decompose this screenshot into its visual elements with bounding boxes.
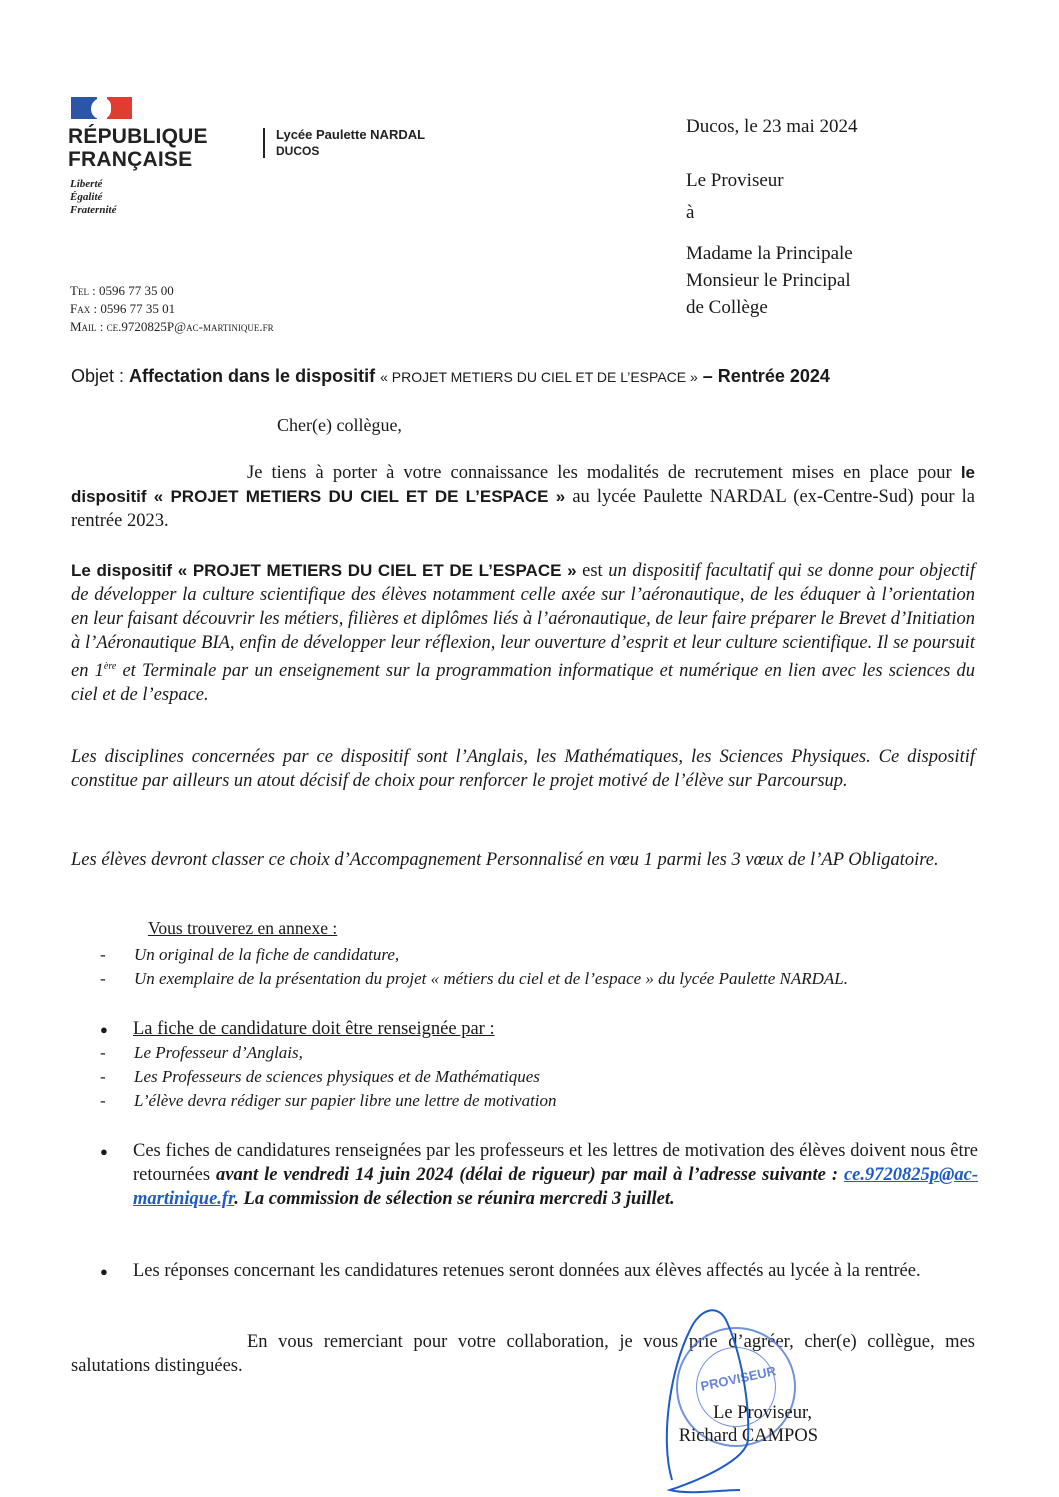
letter-subject: Objet : Affectation dans le dispositif « PROJET METIERS DU CIEL ET DE L’ESPACE » – Rentrée 2024 [71, 366, 830, 386]
letter-date: Ducos, le 23 mai 2024 [686, 116, 858, 137]
contact-tel: Tel : 0596 77 35 00 [70, 283, 174, 298]
paragraph-description: Le dispositif « PROJET METIERS DU CIEL ET DE L’ESPACE » est un dispositif facultatif qui se donne pour objectif de développer la culture scientifique des élèves notamment celle axée sur l’aéronautique, de les éduquer à l’orientation en leur faisant découvrir les métiers, filières et diplômes liés à l’aéronautique, de leur faire préparer le Brevet d’Initiation à l’Aéronautique BIA, enfin de développer leur réflexion, leur ouverture d’esprit et leur culture scientifique. Il se poursuit en 1ère et Terminale par un enseignement sur la programmation informatique et numérique en lien avec les sciences du ciel et de l’espace. [71, 561, 975, 706]
bullet-icon: ● [100, 1264, 108, 1279]
bullet-icon: ● [100, 1144, 108, 1159]
recipient-line: Monsieur le Principal [686, 270, 851, 291]
paragraph-disciplines: Les disciplines concernées par ce dispositif sont l’Anglais, les Mathématiques, les Sciences Physiques. Ce dispositif constitue par ailleurs un atout décisif de choix pour renforcer le projet motivé de l’élève sur Parcoursup. [71, 747, 975, 791]
signatory-name: Richard CAMPOS [678, 1426, 818, 1446]
recipient-line: Madame la Principale [686, 243, 853, 264]
letter-a: à [686, 202, 695, 223]
letter-sender: Le Proviseur [686, 170, 784, 191]
republique-francaise-wordmark: RÉPUBLIQUE FRANÇAISE [68, 125, 208, 171]
reponses-bullet: ● Les réponses concernant les candidatures retenues seront données aux élèves affectés au lycée à la rentrée. [100, 1259, 978, 1284]
addressing-block [686, 116, 858, 321]
marianne-flag-logo [71, 97, 132, 119]
list-item: - Un original de la fiche de candidature, [100, 945, 400, 964]
contact-mail: Mail : ce.9720825P@ac-martinique.fr [70, 319, 274, 334]
email-link[interactable]: ce.9720825p@ac-martinique.fr [133, 1165, 979, 1209]
fiche-bullet: ● La fiche de candidature doit être renseignée par : [100, 1017, 978, 1042]
school-divider [263, 128, 265, 158]
retour-bullet: ● Ces fiches de candidatures renseignées par les professeurs et les lettres de motivation des élèves doivent nous être retournées avant le vendredi 14 juin 2024 (délai de rigueur) par mail à l’adresse suivante : ce.9720825p@ac-martinique.fr. La commission de sélection se réunira mercredi 3 juillet. [100, 1141, 979, 1209]
list-item: - Le Professeur d’Anglais, [100, 1043, 303, 1062]
devise: Liberté Égalité Fraternité [70, 178, 117, 216]
list-item: - Les Professeurs de sciences physiques et de Mathématiques [100, 1067, 540, 1086]
signatory-title: Le Proviseur, [713, 1403, 812, 1423]
paragraph-voeux: Les élèves devront classer ce choix d’Accompagnement Personnalisé en vœu 1 parmi les 3 vœux de l’AP Obligatoire. [71, 850, 939, 870]
annex-title: Vous trouverez en annexe : [148, 918, 338, 938]
bullet-icon: ● [100, 1022, 108, 1037]
list-item: - Un exemplaire de la présentation du projet « métiers du ciel et de l’espace » du lycée Paulette NARDAL. [100, 969, 848, 988]
contact-fax: Fax : 0596 77 35 01 [70, 301, 176, 316]
greeting: Cher(e) collègue, [277, 415, 402, 435]
school-block [276, 127, 425, 159]
handwritten-signature-icon [600, 1290, 860, 1497]
school-city: DUCOS [276, 144, 320, 158]
recipient-line: de Collège [686, 297, 768, 318]
list-item: - L’élève devra rédiger sur papier libre une lettre de motivation [100, 1091, 557, 1110]
paragraph-intro: Je tiens à porter à votre connaissance les modalités de recrutement mises en place pour le dispositif « PROJET METIERS DU CIEL ET DE L’ESPACE » au lycée Paulette NARDAL (ex-Centre-Sud) pour la rentrée 2023. [71, 463, 975, 531]
closing-paragraph: En vous remerciant pour votre collaboration, je vous prie d’agréer, cher(e) collègue, mes salutations distinguées. [71, 1332, 975, 1376]
fiche-list [100, 1041, 1000, 1113]
annex-list [100, 943, 1000, 991]
school-name: Lycée Paulette NARDAL [276, 127, 426, 142]
contact-block [70, 282, 274, 336]
official-stamp: PROVISEUR [676, 1327, 796, 1447]
